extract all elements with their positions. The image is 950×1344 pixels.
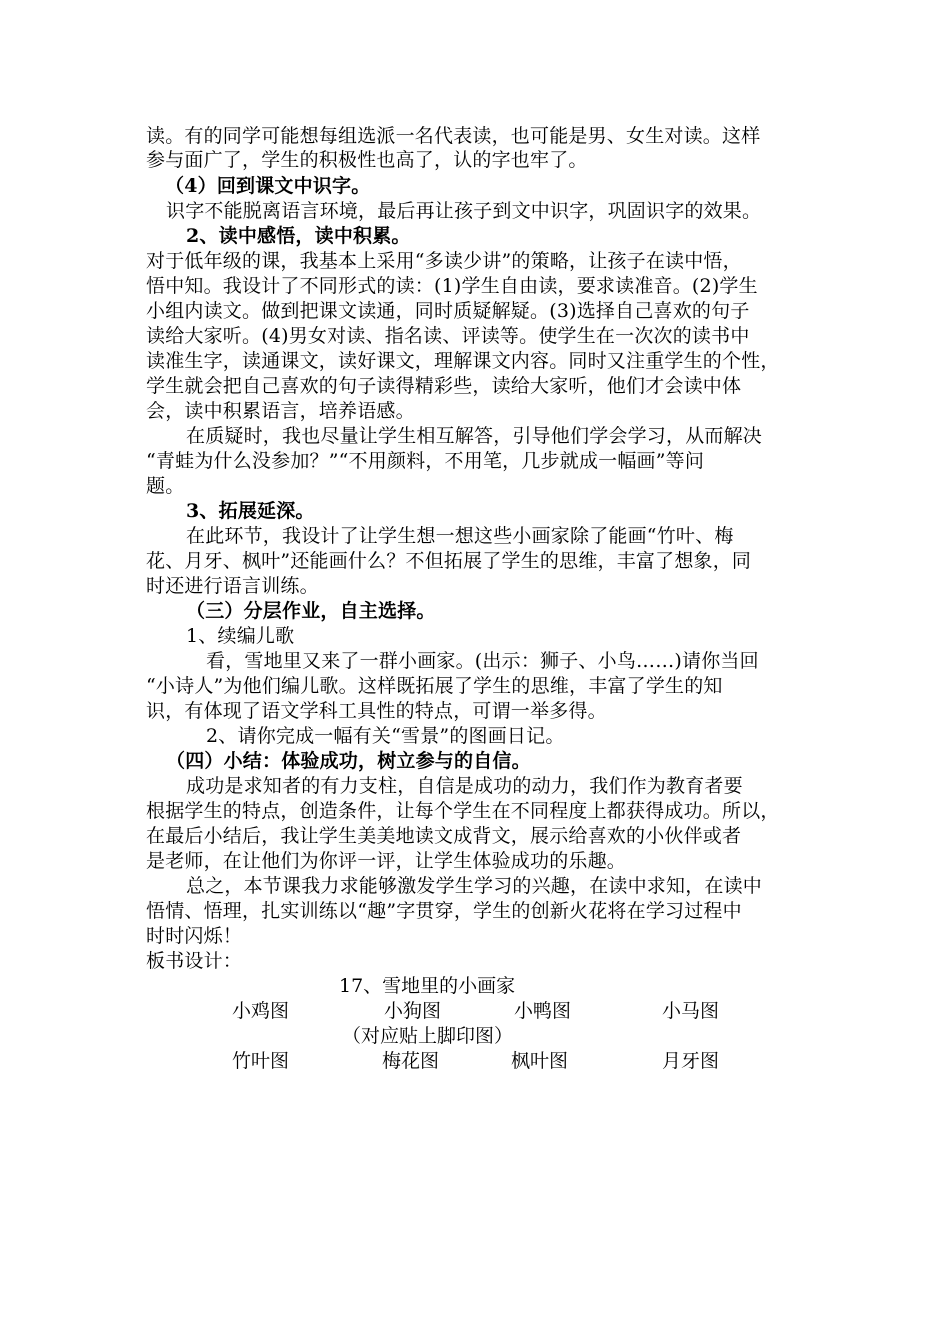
board-design-label: 板书设计：: [146, 950, 243, 972]
paragraph-line: 会，读中积累语言，培养语感。: [146, 400, 415, 422]
paragraph-line: 识，有体现了语文学科工具性的特点，可谓一举多得。: [146, 700, 607, 722]
paragraph-line: 题。: [146, 475, 185, 497]
paragraph-line: 参与面广了，学生的积极性也高了，认的字也牢了。: [146, 149, 588, 171]
board-cell: 枫叶图: [511, 1050, 569, 1072]
paragraph-line: 成功是求知者的有力支柱，自信是成功的动力，我们作为教育者要: [186, 775, 743, 797]
paragraph-line: 在此环节，我设计了让学生想一想这些小画家除了能画“竹叶、梅: [186, 525, 734, 547]
paragraph-line: 看，雪地里又来了一群小画家。(出示：狮子、小鸟……)请你当回: [206, 650, 759, 672]
paragraph-line: 花、月牙、枫叶”还能画什么？不但拓展了学生的思维，丰富了想象，同: [146, 550, 752, 572]
board-cell: 小鸡图: [232, 1000, 290, 1022]
section-heading: 2、读中感悟，读中积累。: [186, 225, 411, 247]
board-cell: 小狗图: [384, 1000, 442, 1022]
paragraph-line: 小组内读文。做到把课文读通，同时质疑解疑。(3)选择自己喜欢的句子: [146, 300, 750, 322]
board-cell: 竹叶图: [232, 1050, 290, 1072]
board-title: 17、雪地里的小画家: [339, 975, 516, 997]
paragraph-line: 悟中知。我设计了不同形式的读：(1)学生自由读，要求读准音。(2)学生: [146, 275, 758, 297]
paragraph-line: 学生就会把自己喜欢的句子读得精彩些，读给大家听，他们才会读中体: [146, 375, 742, 397]
board-cell: 月牙图: [662, 1050, 720, 1072]
paragraph-line: 读。有的同学可能想每组选派一名代表读，也可能是男、女生对读。这样: [146, 125, 761, 147]
paragraph-line: 在质疑时，我也尽量让学生相互解答，引导他们学会学习，从而解决: [186, 425, 763, 447]
section-heading: （4）回到课文中识字。: [165, 175, 371, 197]
paragraph-line: 读准生字，读通课文，读好课文，理解课文内容。同时又注重学生的个性，: [146, 350, 780, 372]
board-note: （对应贴上脚印图）: [342, 1025, 514, 1047]
paragraph-line: 是老师，在让他们为你评一评，让学生体验成功的乐趣。: [146, 850, 627, 872]
section-heading: 3、拓展延深。: [186, 500, 315, 522]
paragraph-line: “小诗人”为他们编儿歌。这样既拓展了学生的思维，丰富了学生的知: [146, 675, 723, 697]
board-cell: 梅花图: [382, 1050, 440, 1072]
list-item: 2、请你完成一幅有关“雪景”的图画日记。: [206, 725, 565, 747]
section-heading: （四）小结：体验成功，树立参与的自信。: [166, 750, 531, 772]
board-cell: 小马图: [662, 1000, 720, 1022]
paragraph-line: 读给大家听。(4)男女对读、指名读、评读等。使学生在一次次的读书中: [146, 325, 750, 347]
section-heading: （三）分层作业，自主选择。: [186, 600, 436, 622]
list-item: 1、续编儿歌: [186, 625, 295, 647]
paragraph-line: 时时闪烁！: [146, 925, 243, 947]
paragraph-line: 悟情、悟理，扎实训练以“趣”字贯穿，学生的创新火花将在学习过程中: [146, 900, 742, 922]
board-cell: 小鸭图: [514, 1000, 572, 1022]
paragraph-line: 时还进行语言训练。: [146, 575, 319, 597]
paragraph-line: 总之，本节课我力求能够激发学生学习的兴趣，在读中求知，在读中: [186, 875, 763, 897]
paragraph-line: 根据学生的特点，创造条件，让每个学生在不同程度上都获得成功。所以，: [146, 800, 780, 822]
paragraph-line: “青蛙为什么没参加？”“不用颜料，不用笔，几步就成一幅画”等问: [146, 450, 705, 472]
paragraph-line: 对于低年级的课，我基本上采用“多读少讲”的策略，让孩子在读中悟，: [146, 250, 742, 272]
paragraph-line: 识字不能脱离语言环境，最后再让孩子到文中识字，巩固识字的效果。: [166, 200, 762, 222]
paragraph-line: 在最后小结后，我让学生美美地读文成背文，展示给喜欢的小伙伴或者: [146, 825, 742, 847]
